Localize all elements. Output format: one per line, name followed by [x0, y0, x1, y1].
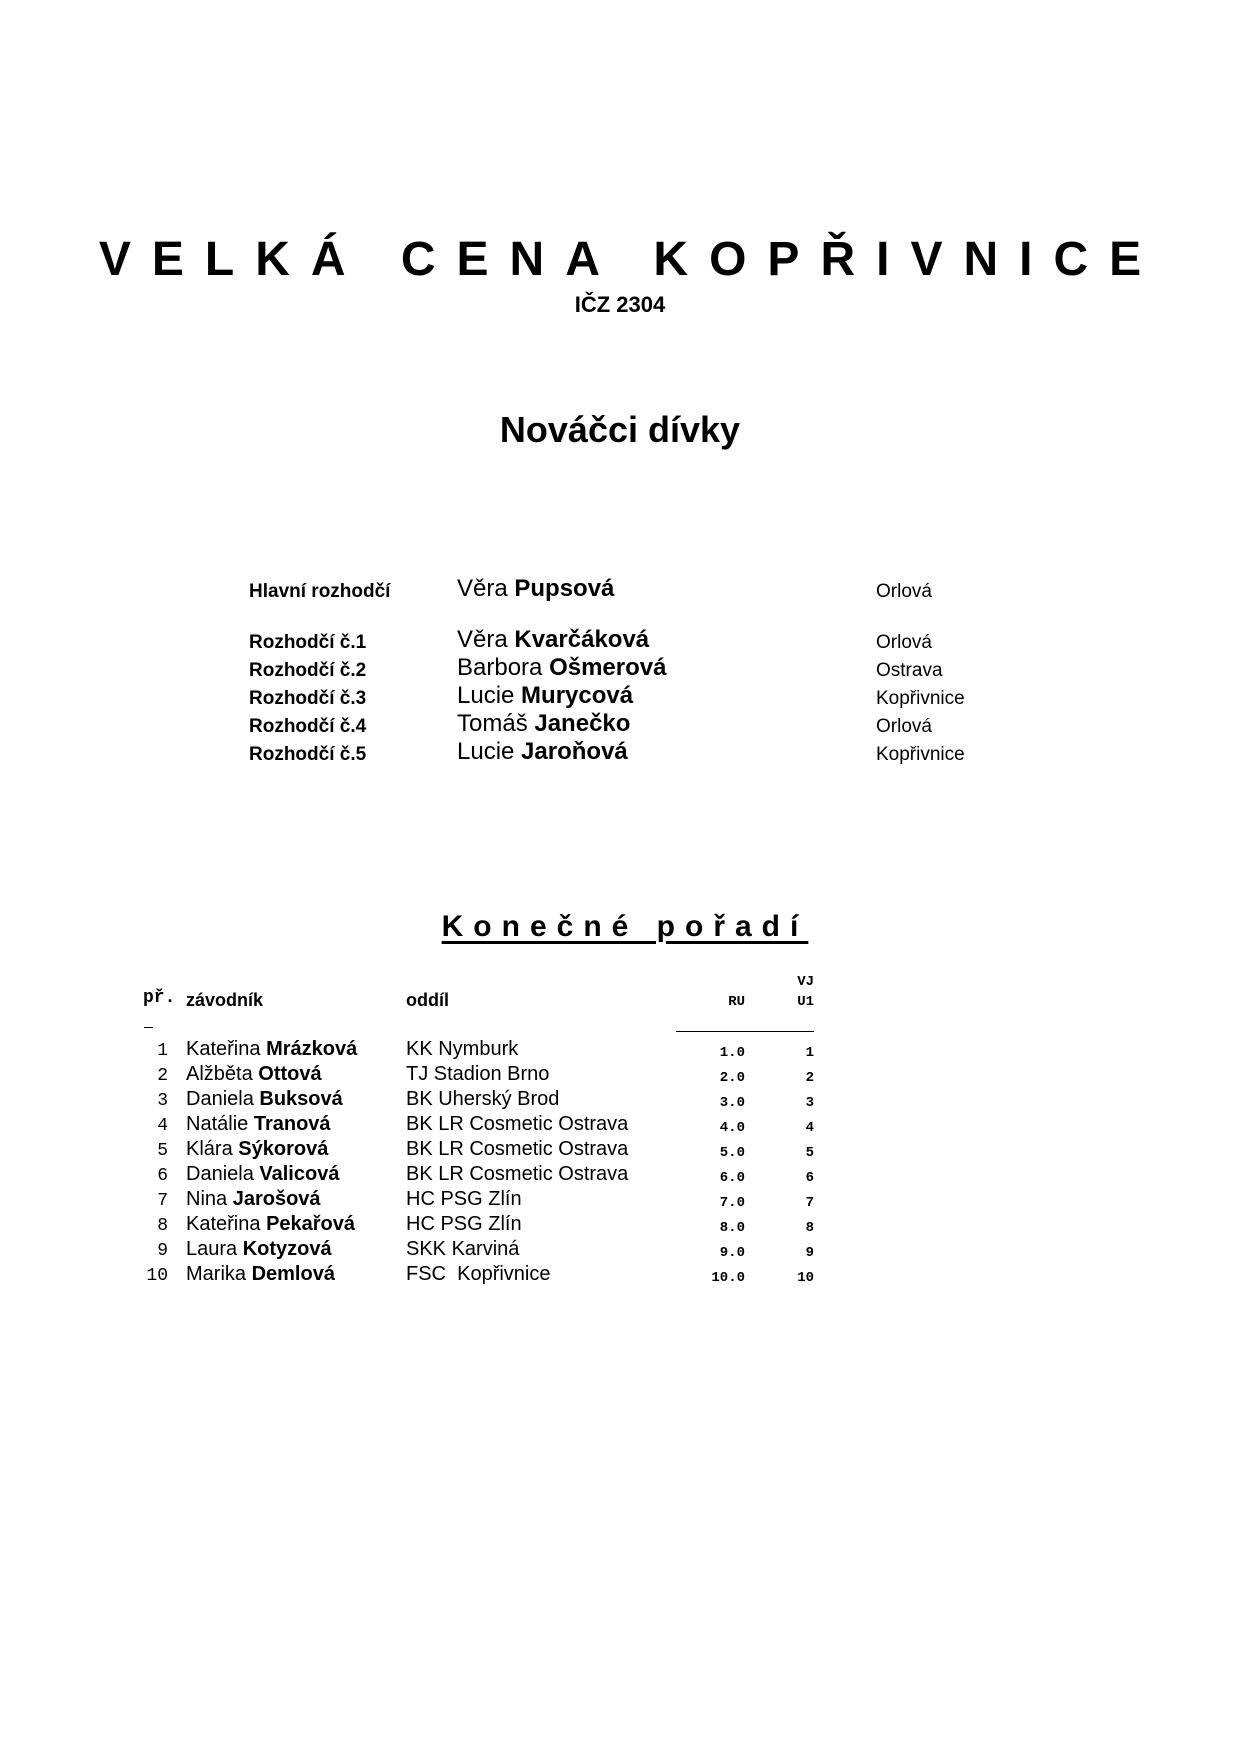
competitor-last-name: Valicová	[259, 1163, 340, 1185]
rank-u1-value: 10	[797, 1270, 814, 1286]
rank-position: 4	[157, 1116, 168, 1136]
judge-club: Kopřivnice	[876, 744, 965, 765]
table-row	[0, 1261, 1240, 1286]
table-row	[0, 1211, 1240, 1236]
competitor-club: BK LR Cosmetic Ostrava	[406, 1138, 629, 1160]
competitor-first-name: Marika	[186, 1263, 247, 1285]
competitor-first-name: Laura	[186, 1238, 238, 1260]
judge-club: Orlová	[876, 632, 932, 653]
competitor-name	[186, 1138, 328, 1161]
competitor-last-name: Pekařová	[266, 1213, 356, 1235]
category-title: Nováčci dívky	[499, 409, 741, 450]
judge-club: Kopřivnice	[876, 688, 965, 709]
judge-first-name: Lucie	[457, 738, 515, 765]
judge-name	[457, 654, 666, 682]
judge-last-name: Jaroňová	[521, 738, 628, 765]
competitor-first-name: Klára	[186, 1138, 233, 1160]
competitor-last-name: Buksová	[259, 1088, 343, 1110]
competitor-name	[186, 1163, 339, 1186]
competitor-name	[186, 1038, 357, 1061]
rank-u1-value: 9	[805, 1245, 814, 1261]
competitor-last-name: Ottová	[258, 1063, 322, 1085]
table-row	[0, 1236, 1240, 1261]
rank-ru-value: 8.0	[719, 1220, 745, 1236]
competitor-last-name: Demlová	[251, 1263, 335, 1285]
judge-name	[457, 738, 628, 766]
competitor-last-name: Kotyzová	[242, 1238, 332, 1260]
competitor-last-name: Jarošová	[232, 1188, 321, 1210]
judge-first-name: Věra	[457, 626, 508, 653]
competitor-name	[186, 1213, 355, 1236]
judge-first-name: Tomáš	[457, 710, 528, 737]
judge-role: Rozhodčí č.1	[249, 632, 367, 653]
judge-row-main	[0, 575, 1240, 603]
competitor-name	[186, 1238, 332, 1261]
judge-first-name: Lucie	[457, 682, 515, 709]
rank-position: 2	[157, 1066, 168, 1086]
judge-row-4	[0, 710, 1240, 738]
competitor-club: BK LR Cosmetic Ostrava	[406, 1163, 629, 1185]
judge-club: Orlová	[876, 581, 932, 602]
judge-row-1	[0, 626, 1240, 654]
competitor-club: BK Uherský Brod	[406, 1088, 560, 1110]
competitor-first-name: Kateřina	[186, 1038, 261, 1060]
competition-title: VELKÁ CENA KOPŘIVNICE	[98, 233, 1163, 286]
judge-last-name: Murycová	[521, 682, 634, 709]
table-row	[0, 1111, 1240, 1136]
rank-position: 3	[157, 1091, 168, 1111]
rank-position: 10	[146, 1266, 168, 1286]
rank-ru-value: 3.0	[719, 1095, 745, 1111]
rank-u1-value: 8	[805, 1220, 814, 1236]
rank-position: 1	[157, 1041, 168, 1061]
judge-last-name: Kvarčáková	[514, 626, 650, 653]
competitor-name	[186, 1088, 343, 1111]
rank-u1-value: 4	[805, 1120, 814, 1136]
judge-first-name: Věra	[457, 575, 508, 602]
judge-role: Rozhodčí č.3	[249, 688, 367, 709]
rank-ru-value: 4.0	[719, 1120, 745, 1136]
competitor-club: HC PSG Zlín	[406, 1188, 522, 1210]
rank-ru-value: 1.0	[719, 1045, 745, 1061]
rank-ru-value: 2.0	[719, 1070, 745, 1086]
judge-name	[457, 575, 614, 603]
column-header-club: oddíl	[406, 990, 449, 1010]
column-header-u1: U1	[797, 994, 814, 1010]
judge-row-5	[0, 738, 1240, 766]
judge-last-name: Ošmerová	[549, 654, 667, 681]
rank-u1-value: 2	[805, 1070, 814, 1086]
rank-position: 9	[157, 1241, 168, 1261]
table-row	[0, 1086, 1240, 1111]
competitor-club: SKK Karviná	[406, 1238, 520, 1260]
competition-id: IČZ 2304	[574, 292, 666, 317]
competitor-name	[186, 1263, 335, 1286]
judge-role: Rozhodčí č.5	[249, 744, 367, 765]
rank-ru-value: 5.0	[719, 1145, 745, 1161]
rank-u1-value: 3	[805, 1095, 814, 1111]
judge-club: Ostrava	[876, 660, 943, 681]
competitor-club: FSC Kopřivnice	[406, 1263, 551, 1285]
judge-role: Hlavní rozhodčí	[249, 581, 391, 602]
rank-u1-value: 7	[805, 1195, 814, 1211]
rank-ru-value: 6.0	[719, 1170, 745, 1186]
table-row	[0, 1136, 1240, 1161]
judge-last-name: Janečko	[534, 710, 631, 737]
table-row	[0, 1036, 1240, 1061]
column-header-name: závodník	[186, 990, 264, 1010]
rank-position: 7	[157, 1191, 168, 1211]
competitor-name	[186, 1188, 321, 1211]
competitor-name	[186, 1063, 322, 1086]
competitor-last-name: Sýkorová	[238, 1138, 329, 1160]
column-header-rank: př.	[143, 988, 176, 1008]
competitor-first-name: Daniela	[186, 1163, 254, 1185]
competitor-club: BK LR Cosmetic Ostrava	[406, 1113, 629, 1135]
competitor-first-name: Natálie	[186, 1113, 249, 1135]
rank-u1-value: 6	[805, 1170, 814, 1186]
judge-role: Rozhodčí č.2	[249, 660, 367, 681]
judge-name	[457, 710, 630, 738]
rank-ru-value: 9.0	[719, 1245, 745, 1261]
rank-u1-value: 1	[805, 1045, 814, 1061]
results-heading: Konečné pořadí	[441, 910, 809, 943]
competitor-first-name: Kateřina	[186, 1213, 261, 1235]
rank-ru-value: 10.0	[711, 1270, 745, 1286]
competitor-club: TJ Stadion Brno	[406, 1063, 550, 1085]
column-header-vj: VJ	[797, 974, 814, 990]
judge-row-3	[0, 682, 1240, 710]
judge-row-2	[0, 654, 1240, 682]
rank-u1-value: 5	[805, 1145, 814, 1161]
column-header-ru: RU	[728, 994, 745, 1010]
competitor-first-name: Daniela	[186, 1088, 254, 1110]
header-rule-left	[144, 1027, 153, 1028]
rank-position: 6	[157, 1166, 168, 1186]
competitor-last-name: Mrázková	[266, 1038, 358, 1060]
competitor-club: KK Nymburk	[406, 1038, 519, 1060]
competitor-first-name: Nina	[186, 1188, 228, 1210]
table-row	[0, 1161, 1240, 1186]
rank-position: 5	[157, 1141, 168, 1161]
judge-name	[457, 626, 649, 654]
competitor-name	[186, 1113, 331, 1136]
competitor-club: HC PSG Zlín	[406, 1213, 522, 1235]
judge-name	[457, 682, 633, 710]
competitor-first-name: Alžběta	[186, 1063, 253, 1085]
judge-last-name: Pupsová	[514, 575, 615, 602]
table-row	[0, 1061, 1240, 1086]
judge-club: Orlová	[876, 716, 932, 737]
competitor-last-name: Tranová	[253, 1113, 331, 1135]
rank-position: 8	[157, 1216, 168, 1236]
judge-role: Rozhodčí č.4	[249, 716, 367, 737]
table-row	[0, 1186, 1240, 1211]
judge-first-name: Barbora	[457, 654, 543, 681]
header-rule-right	[676, 1031, 814, 1032]
rank-ru-value: 7.0	[719, 1195, 745, 1211]
